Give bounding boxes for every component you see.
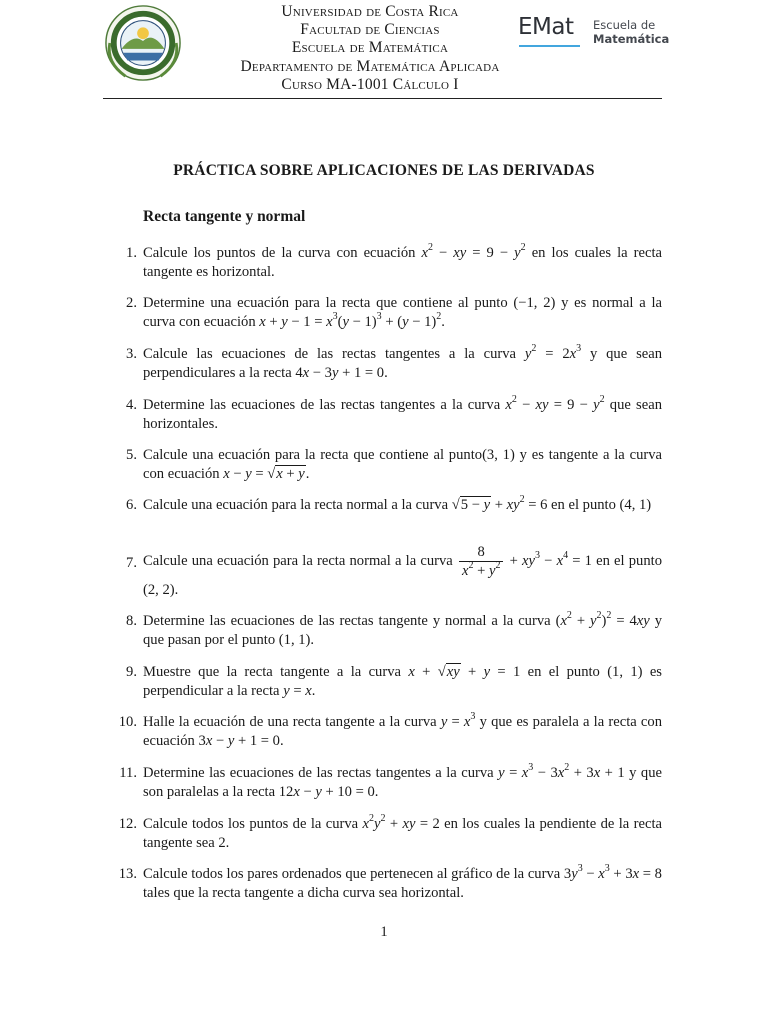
- emat-logo: [518, 14, 668, 54]
- header-divider: [103, 98, 662, 99]
- emat-underline: [519, 45, 580, 47]
- faculty-name: Facultad de Ciencias: [300, 21, 440, 39]
- emat-sub1: Escuela de: [593, 18, 656, 32]
- emat-wordmark: EMat: [518, 14, 574, 40]
- department-name: Departamento de Matemática Aplicada: [240, 57, 500, 75]
- emat-subtitle: [593, 18, 669, 46]
- document-header: [100, 0, 670, 100]
- section-heading: Recta tangente y normal: [143, 208, 306, 225]
- emat-sub2: Matemática: [593, 32, 670, 46]
- university-name: Universidad de Costa Rica: [281, 3, 459, 20]
- page-number: 1: [380, 924, 388, 940]
- university-seal-icon: [104, 4, 182, 82]
- institution-lines: [220, 3, 520, 94]
- course-name: Curso MA-1001 Cálculo I: [281, 75, 459, 93]
- page-title: PRÁCTICA SOBRE APLICACIONES DE LAS DERIVADAS: [173, 162, 595, 179]
- school-name: Escuela de Matemática: [291, 39, 449, 57]
